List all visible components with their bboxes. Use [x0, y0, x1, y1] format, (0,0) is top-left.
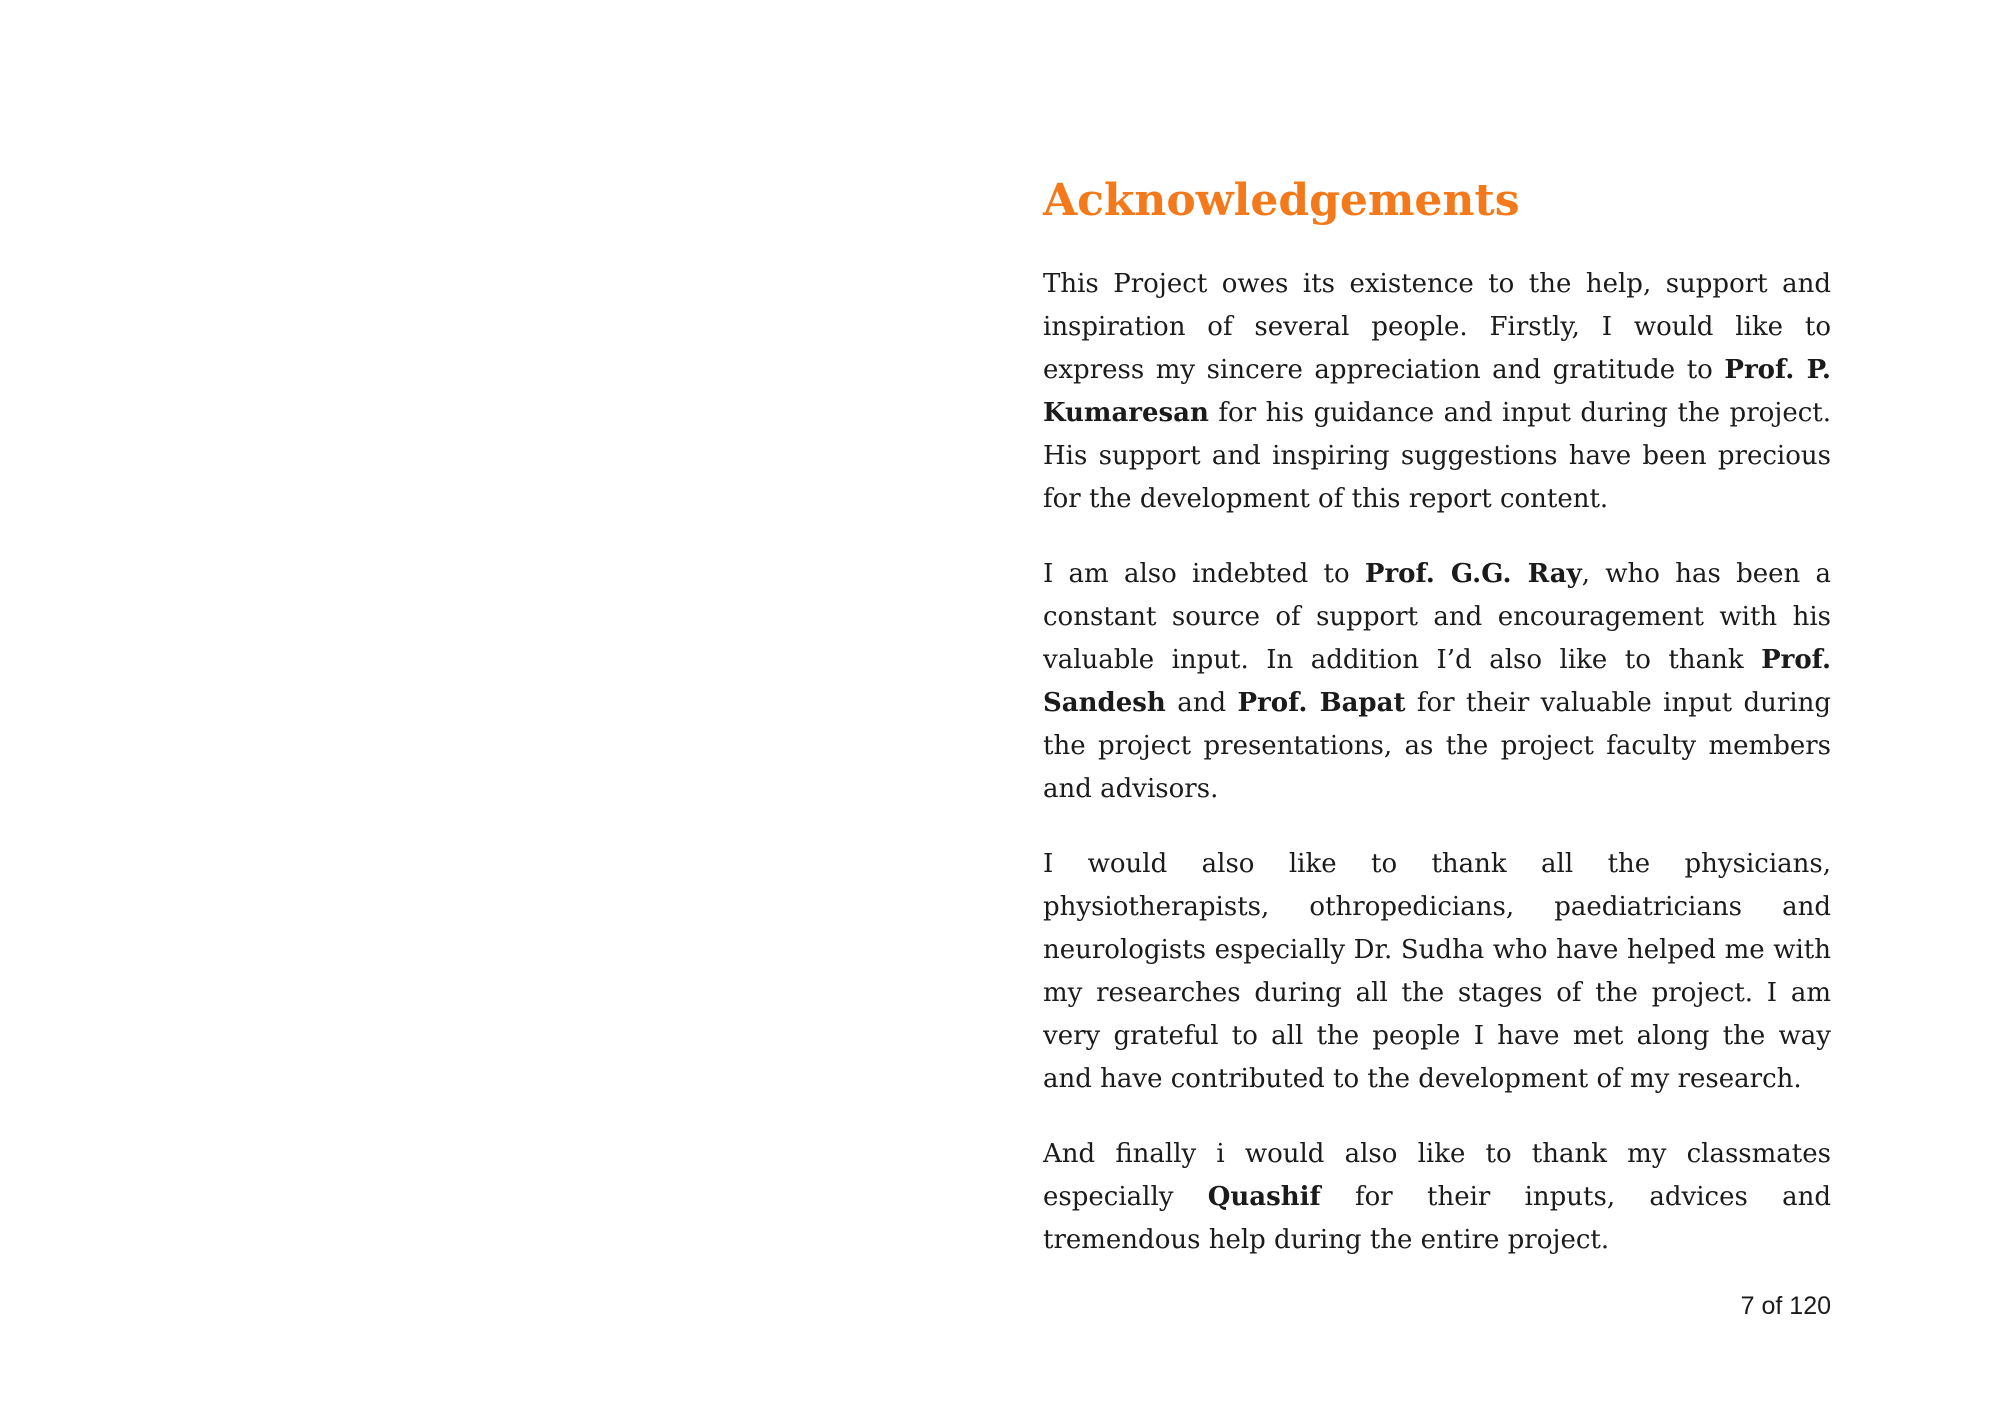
text-run: I would also like to thank all the physicians, physiotherapists, othropedicians, paediatricians and neurologists especially Dr. Sudha who have helped me with my researches during all the stages of the project. I am very grateful to all the people I have met along the way and have contributed to the development of my research. — [1043, 848, 1831, 1094]
bold-name: Prof. Bapat — [1237, 687, 1406, 718]
text-run: for his guidance and input during the project. His support and inspiring suggestions have been precious for the development of this report content. — [1043, 397, 1831, 514]
text-run: for their inputs, advices and tremendous help during the entire project. — [1043, 1181, 1831, 1255]
bold-name: Prof. Sandesh — [1043, 644, 1831, 718]
content-column — [1043, 176, 1831, 1262]
paragraph — [1043, 843, 1831, 1101]
paragraph — [1043, 553, 1831, 811]
paragraph — [1043, 1133, 1831, 1262]
paragraph — [1043, 263, 1831, 521]
page-title: Acknowledgements — [1043, 175, 1520, 226]
text-run: This Project owes its existence to the help, support and inspiration of several people. Firstly, I would like to express my sincere appreciation and gratitude to — [1043, 268, 1831, 385]
text-run: for their valuable input during the project presentations, as the project faculty members and advisors. — [1043, 687, 1832, 804]
paragraphs — [1043, 263, 1831, 1262]
text-run: I am also indebted to — [1043, 558, 1365, 589]
text-run: and — [1165, 687, 1238, 718]
bold-name: Prof. P. Kumaresan — [1043, 354, 1831, 428]
bold-name: Quashif — [1207, 1181, 1321, 1212]
bold-name: Prof. G.G. Ray — [1364, 558, 1582, 589]
text-run: , who has been a constant source of support and encouragement with his valuable input. In addition I’d also like to thank — [1043, 558, 1831, 675]
text-run: And finally i would also like to thank my classmates especially — [1043, 1138, 1831, 1212]
page-number: 7 of 120 — [1740, 1292, 1831, 1320]
